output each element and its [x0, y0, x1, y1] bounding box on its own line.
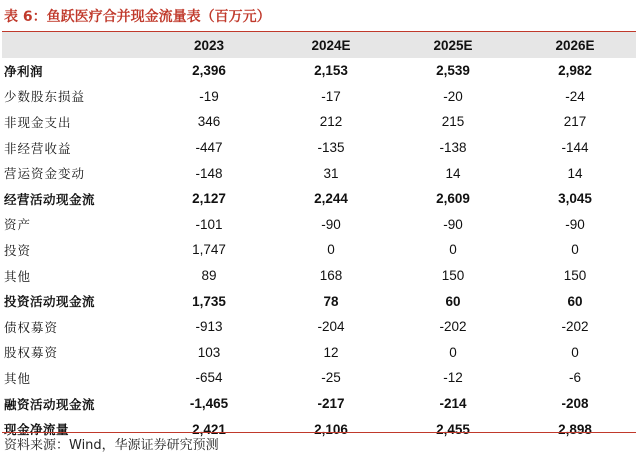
cell-2026e: 3,045 — [558, 191, 592, 207]
cell-2026e: -208 — [561, 396, 589, 412]
cell-2024e: -135 — [317, 140, 345, 156]
cell-2023: -447 — [195, 140, 223, 156]
row-label: 债权募资 — [4, 319, 59, 335]
cell-2025e: -202 — [439, 319, 467, 335]
cell-2026e: -202 — [561, 319, 589, 335]
cell-2026e: 150 — [563, 268, 587, 284]
row-label: 股权募资 — [4, 345, 59, 361]
cell-2024e: -25 — [321, 370, 341, 386]
row-label: 资产 — [4, 217, 32, 233]
cell-2023: -101 — [195, 216, 223, 232]
row-label: 投资 — [4, 242, 32, 258]
table-row — [2, 391, 636, 417]
row-label: 现金净流量 — [4, 422, 70, 438]
table-row — [2, 160, 636, 186]
cell-2024e: 212 — [319, 114, 343, 130]
table-row — [2, 212, 636, 238]
cell-2024e: 0 — [327, 242, 335, 258]
cell-2025e: 215 — [441, 114, 465, 130]
cell-2024e: -17 — [321, 88, 341, 104]
cell-2026e: -144 — [561, 140, 589, 156]
table-row — [2, 314, 636, 340]
cell-2025e: 150 — [441, 268, 465, 284]
cell-2023: 2,421 — [192, 421, 226, 437]
table-row — [2, 365, 636, 391]
cell-2026e: 2,982 — [558, 63, 592, 79]
row-label: 其他 — [4, 370, 32, 386]
cell-2024e: 168 — [319, 268, 343, 284]
row-label: 非现金支出 — [4, 114, 72, 130]
cell-2026e: 217 — [563, 114, 587, 130]
cell-2026e: -6 — [568, 370, 581, 386]
cell-2025e: -90 — [443, 216, 463, 232]
cell-2023: 1,735 — [192, 293, 226, 309]
cell-2026e: 2,898 — [558, 421, 592, 437]
table-row — [2, 186, 636, 212]
table-row — [2, 340, 636, 366]
cell-2023: 103 — [197, 344, 221, 360]
header-2025e: 2025E — [433, 37, 473, 53]
header-2023: 2023 — [193, 37, 225, 53]
row-label: 投资活动现金流 — [4, 294, 96, 310]
cash-flow-table — [2, 32, 636, 442]
row-label: 其他 — [4, 268, 32, 284]
cell-2023: -148 — [195, 165, 223, 181]
cell-2023: -913 — [195, 319, 223, 335]
row-label: 少数股东损益 — [4, 89, 86, 105]
cell-2025e: 0 — [449, 242, 457, 258]
table-row — [2, 237, 636, 263]
cell-2025e: 0 — [449, 344, 457, 360]
row-label: 非经营收益 — [4, 140, 72, 156]
cell-2025e: 2,609 — [436, 191, 470, 207]
cell-2024e: -204 — [317, 319, 345, 335]
cell-2025e: 2,539 — [436, 63, 470, 79]
table-row — [2, 84, 636, 110]
row-label: 经营活动现金流 — [4, 191, 96, 207]
header-2026e: 2026E — [555, 37, 595, 53]
cell-2024e: 31 — [323, 165, 339, 181]
table-row — [2, 135, 636, 161]
cell-2026e: 0 — [571, 344, 579, 360]
header-row — [2, 32, 636, 58]
cell-2024e: 2,244 — [314, 191, 348, 207]
cell-2024e: 2,106 — [314, 421, 348, 437]
cell-2023: 2,127 — [192, 191, 226, 207]
cell-2023: -654 — [195, 370, 223, 386]
cell-2025e: -12 — [443, 370, 463, 386]
cell-2024e: 78 — [323, 293, 339, 309]
cell-2023: 1,747 — [192, 242, 226, 258]
cell-2025e: -138 — [439, 140, 467, 156]
cell-2025e: -20 — [443, 88, 463, 104]
cell-2026e: 14 — [567, 165, 583, 181]
table-row — [2, 109, 636, 135]
table-body — [2, 58, 636, 442]
cell-2025e: -214 — [439, 396, 467, 412]
table-row — [2, 58, 636, 84]
cell-2025e: 60 — [445, 293, 461, 309]
row-label: 融资活动现金流 — [4, 396, 96, 412]
source-note: 资料来源：Wind，华源证券研究预测 — [4, 438, 219, 453]
cell-2026e: -90 — [565, 216, 585, 232]
cell-2023: -1,465 — [189, 396, 229, 412]
cell-2023: 89 — [201, 268, 217, 284]
table-title: 表 6：鱼跃医疗合并现金流量表（百万元） — [4, 9, 271, 25]
cell-2026e: 0 — [571, 242, 579, 258]
cell-2026e: 60 — [567, 293, 583, 309]
header-2024e: 2024E — [311, 37, 351, 53]
row-label: 净利润 — [4, 63, 44, 79]
cell-2026e: -24 — [565, 88, 585, 104]
row-label: 营运资金变动 — [4, 166, 86, 182]
cell-2023: -19 — [199, 88, 219, 104]
cell-2024e: 2,153 — [314, 63, 348, 79]
cell-2025e: 2,455 — [436, 421, 470, 437]
cell-2024e: -217 — [317, 396, 345, 412]
cell-2024e: 12 — [323, 344, 339, 360]
cell-2023: 2,396 — [192, 63, 226, 79]
cell-2024e: -90 — [321, 216, 341, 232]
table-row — [2, 263, 636, 289]
cell-2023: 346 — [197, 114, 221, 130]
header-label-column — [2, 32, 148, 58]
table-row — [2, 288, 636, 314]
bottom-divider — [2, 432, 636, 433]
cell-2025e: 14 — [445, 165, 461, 181]
